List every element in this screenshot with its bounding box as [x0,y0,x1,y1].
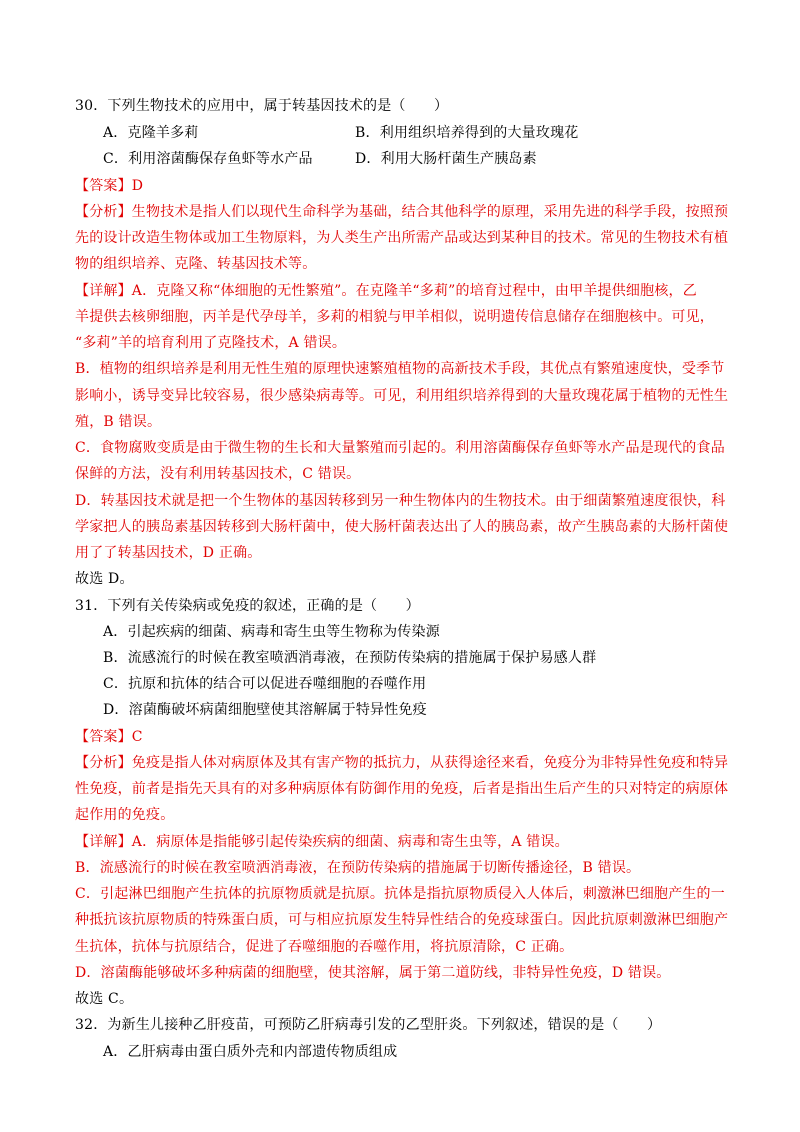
question-31-analysis-line: 起作用的免疫。 [75,807,175,823]
question-32-option-a: A．乙肝病毒由蛋白质外壳和内部遗传物质组成 [103,1044,398,1060]
question-31-detail-line: B．流感流行的时候在教室喷洒消毒液，在预防传染病的措施属于切断传播途径，B 错误。 [75,860,641,876]
question-31-detail-line: 生抗体，抗体与抗原结合，促进了吞噬细胞的吞噬作用，将抗原清除，C 正确。 [75,939,574,955]
question-30-detail-line: 影响小，诱导变异比较容易，很少感染病毒等。可见，利用组织培养得到的大量玫瑰花属于植物的无性生 [75,388,729,404]
question-30-detail-line: 【详解】A．克隆又称“体细胞的无性繁殖”。在克隆羊“多莉”的培育过程中，由甲羊提供细胞核，乙 [75,283,697,299]
question-30-detail-line: 学家把人的胰岛素基因转移到大肠杆菌中，使大肠杆菌表达出了人的胰岛素，故产生胰岛素的大肠杆菌使 [75,519,729,535]
question-31-detail-line: 【详解】A．病原体是指能够引起传染疾病的细菌、病毒和寄生虫等，A 错误。 [75,834,569,850]
question-30-detail-line: 用了了转基因技术，D 正确。 [75,545,262,561]
question-31-stem: 31．下列有关传染病或免疫的叙述，正确的是（ ） [75,598,420,614]
question-31-detail-line: 种抵抗该抗原物质的特殊蛋白质，可与相应抗原发生特异性结合的免疫球蛋白。因此抗原刺激淋巴细胞产 [75,912,729,928]
question-30-stem: 30．下列生物技术的应用中，属于转基因技术的是（ ） [75,98,449,114]
question-30-option-a: A．克隆羊多莉 [103,125,199,141]
question-30-conclusion: 故选 D。 [75,571,134,587]
question-30-detail-line: B．植物的组织培养是利用无性生殖的原理快速繁殖植物的高新技术手段，其优点有繁殖速度快，受季节 [75,361,725,377]
question-30-analysis-line: 物的组织培养、克隆、转基因技术等。 [75,256,317,272]
question-31-answer: 【答案】C [75,729,143,745]
question-30-detail-line: 保鲜的方法，没有利用转基因技术，C 错误。 [75,466,361,482]
question-30-option-b: B．利用组织培养得到的大量玫瑰花 [355,125,579,141]
question-31-analysis-line: 【分析】免疫是指人体对病原体及其有害产物的抵抗力，从获得途径来看，免疫分为非特异性免疫和特异 [75,755,729,771]
question-31-analysis-line: 性免疫，前者是指先天具有的对多种病原体有防御作用的免疫，后者是指出生后产生的只对特定的病原体 [75,781,729,797]
question-30-detail-line: 殖，B 错误。 [75,414,162,430]
question-30-detail-line: 羊提供去核卵细胞，丙羊是代孕母羊，多莉的相貌与甲羊相似，说明遗传信息储存在细胞核中。可见， [75,309,714,325]
question-31-option-a: A．引起疾病的细菌、病毒和寄生虫等生物称为传染源 [103,624,440,640]
question-30-option-c: C．利用溶菌酶保存鱼虾等水产品 [103,151,313,167]
question-31-option-b: B．流感流行的时候在教室喷洒消毒液，在预防传染病的措施属于保护易感人群 [103,650,597,666]
question-31-detail-line: C．引起淋巴细胞产生抗体的抗原物质就是抗原。抗体是指抗原物质侵入人体后，刺激淋巴细胞产生的一 [75,886,725,902]
question-30-detail-line: D．转基因技术就是把一个生物体的基因转移到另一种生物体内的生物技术。由于细菌繁殖速度很快，科 [75,493,726,509]
question-31-conclusion: 故选 C。 [75,991,134,1007]
question-30-option-d: D．利用大肠杆菌生产胰岛素 [355,151,537,167]
question-31-detail-line: D．溶菌酶能够破坏多种病菌的细胞壁，使其溶解，属于第二道防线，非特异性免疫，D 错误。 [75,965,671,981]
question-30-detail-line: “多莉”羊的培育利用了克隆技术，A 错误。 [75,335,347,351]
question-30-answer: 【答案】D [75,178,144,194]
question-30-analysis-line: 先的设计改造生物体或加工生物原料，为人类生产出所需产品或达到某种目的技术。常见的生物技术有植 [75,230,729,246]
question-30-detail-line: C．食物腐败变质是由于微生物的生长和大量繁殖而引起的。利用溶菌酶保存鱼虾等水产品是现代的食品 [75,440,725,456]
question-31-option-c: C．抗原和抗体的结合可以促进吞噬细胞的吞噬作用 [103,676,427,692]
question-31-option-d: D．溶菌酶破坏病菌细胞壁使其溶解属于特异性免疫 [103,702,427,718]
question-32-stem: 32．为新生儿接种乙肝疫苗，可预防乙肝病毒引发的乙型肝炎。下列叙述，错误的是（ ） [75,1017,662,1033]
question-30-analysis-line: 【分析】生物技术是指人们以现代生命科学为基础，结合其他科学的原理，采用先进的科学手段，按照预 [75,204,729,220]
